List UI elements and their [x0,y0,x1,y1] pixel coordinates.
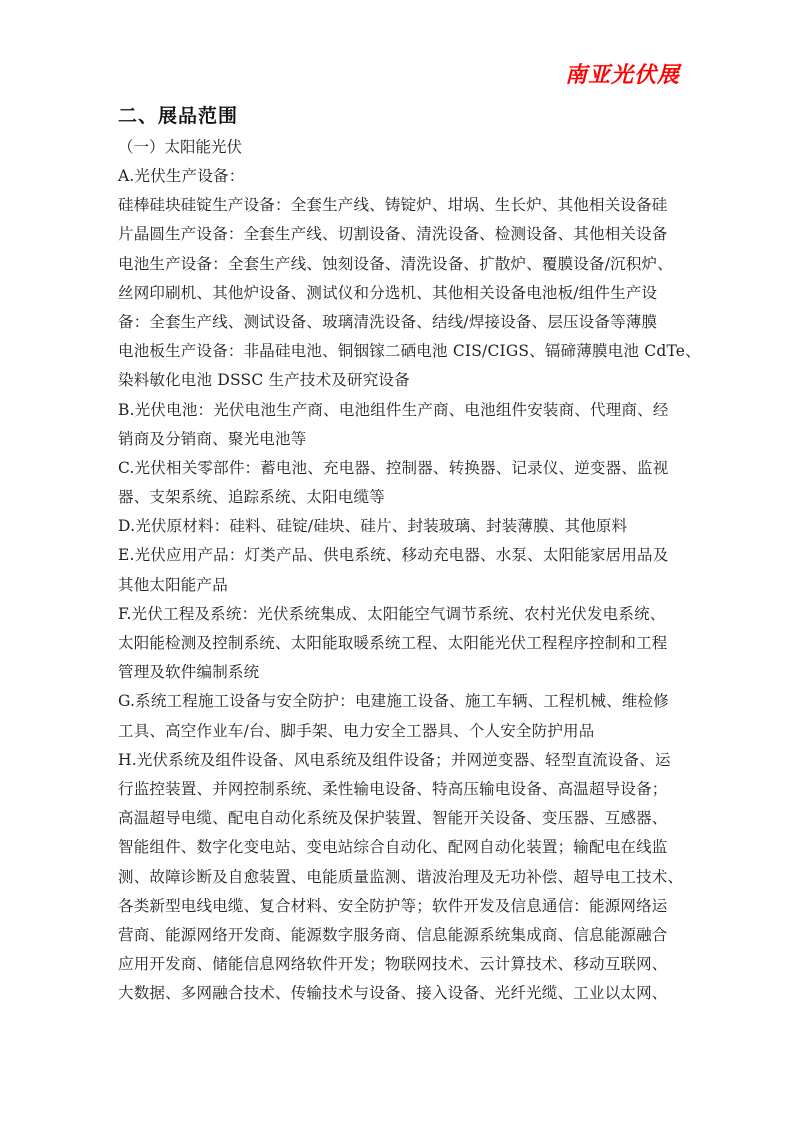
paragraph-line: 其他太阳能产品 [118,575,228,594]
paragraph-line: 太阳能检测及控制系统、太阳能取暖系统工程、太阳能光伏工程程序控制和工程 [118,634,668,652]
paragraph-line: 各类新型电线电缆、复合材料、安全防护等；软件开发及信息通信：能源网络运 [118,896,668,915]
paragraph-line: 管理及软件编制系统 [118,663,260,682]
exhibit-scope-section [118,100,701,1008]
paragraph-line: 高温超导电缆、配电自动化系统及保护装置、智能开关设备、变压器、互感器、 [118,809,668,828]
section-title: 二、展品范围 [118,105,239,127]
paragraph-line: 电池板生产设备：非晶硅电池、铜铟镓二硒电池 CIS/CIGS、镉碲薄膜电池 CdTe、 [118,342,701,361]
paragraph-line: 营商、能源网络开发商、能源数字服务商、信息能源系统集成商、信息能源融合 [118,925,668,944]
paragraph-line: 硅棒硅块硅锭生产设备：全套生产线、铸锭炉、坩埚、生长炉、其他相关设备硅 [118,196,668,215]
paragraph-line: 智能组件、数字化变电站、变电站综合自动化、配网自动化装置；输配电在线监 [118,838,668,857]
paragraph-line: 片晶圆生产设备：全套生产线、切割设备、清洗设备、检测设备、其他相关设备 [118,225,668,244]
category-b-line: B.光伏电池：光伏电池生产商、电池组件生产商、电池组件安装商、代理商、经 [118,400,669,419]
paragraph-line: 销商及分销商、聚光电池等 [118,429,307,448]
paragraph-line: 大数据、多网融合技术、传输技术与设备、接入设备、光纤光缆、工业以太网、 [118,984,668,1003]
paragraph-line: 丝网印刷机、其他炉设备、测试仪和分选机、其他相关设备电池板/组件生产设 [118,283,658,302]
category-c-line: C.光伏相关零部件：蓄电池、充电器、控制器、转换器、记录仪、逆变器、监视 [118,458,669,477]
category-f-line: F.光伏工程及系统：光伏系统集成、太阳能空气调节系统、农村光伏发电系统、 [118,604,666,623]
category-h-line: H.光伏系统及组件设备、风电系统及组件设备；并网逆变器、轻型直流设备、运 [118,750,671,769]
paragraph-line: 工具、高空作业车/台、脚手架、电力安全工器具、个人安全防护用品 [118,721,595,740]
paragraph-line: 电池生产设备：全套生产线、蚀刻设备、清洗设备、扩散炉、覆膜设备/沉积炉、 [118,254,673,273]
paragraph-line: 应用开发商、储能信息网络软件开发；物联网技术、云计算技术、移动互联网、 [118,955,668,974]
paragraph-line: 备：全套生产线、测试设备、玻璃清洗设备、结线/焊接设备、层压设备等薄膜 [118,312,658,331]
paragraph-line: 测、故障诊断及自愈装置、电能质量监测、谐波治理及无功补偿、超导电工技术、 [118,867,684,886]
category-a-heading: A.光伏生产设备： [118,167,245,185]
paragraph-line: 染料敏化电池 DSSC 生产技术及研究设备 [118,371,410,390]
category-g-line: G.系统工程施工设备与安全防护：电建施工设备、施工车辆、工程机械、维检修 [118,692,669,711]
brand-header: 南亚光伏展 [565,63,681,88]
category-e-line: E.光伏应用产品：灯类产品、供电系统、移动充电器、水泵、太阳能家居用品及 [118,546,669,565]
subsection-title: （一）太阳能光伏 [118,138,243,156]
paragraph-line: 器、支架系统、追踪系统、太阳电缆等 [118,488,385,507]
paragraph-line: 行监控装置、并网控制系统、柔性输电设备、特高压输电设备、高温超导设备； [118,779,668,798]
category-d-line: D.光伏原材料：硅料、硅锭/硅块、硅片、封装玻璃、封装薄膜、其他原料 [118,517,628,536]
